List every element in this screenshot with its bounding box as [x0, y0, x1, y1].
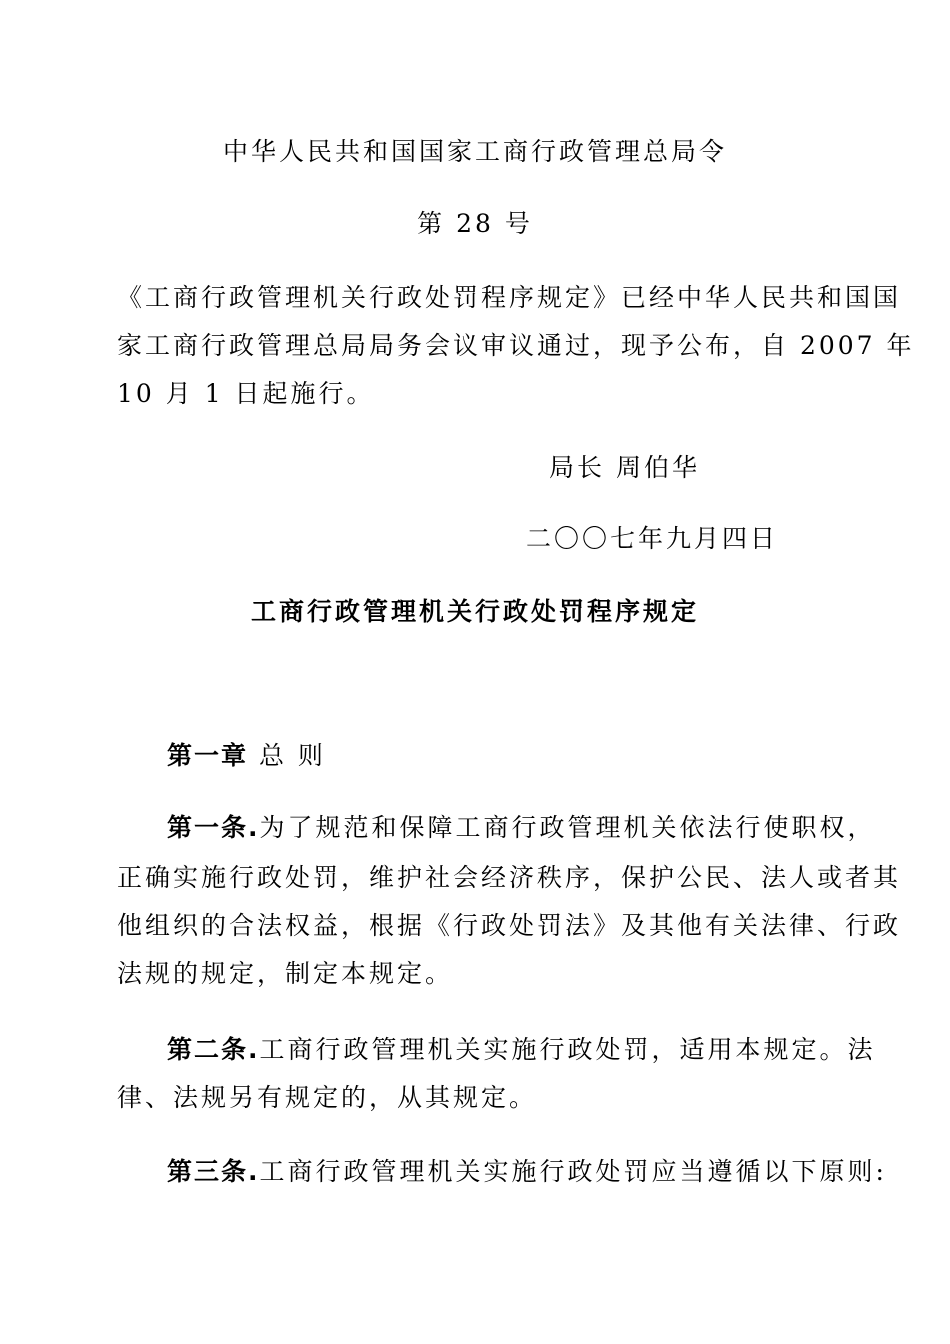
- article-3-first-line: [167, 1156, 887, 1188]
- decree-issuer: 中华人民共和国国家工商行政管理总局令: [222, 137, 727, 166]
- chapter-name: 总 则: [248, 741, 326, 770]
- article-2-first-line: [167, 1034, 876, 1066]
- article-2-line-1: 工商行政管理机关实施行政处罚，适用本规定。法: [259, 1035, 876, 1064]
- article-1-line-4: 法规的规定，制定本规定。: [117, 959, 454, 988]
- article-1-line-2: 正确实施行政处罚，维护社会经济秩序，保护公民、法人或者其: [117, 863, 902, 892]
- article-3-label: 第三条.: [167, 1157, 260, 1186]
- decree-body-line-3: 10 月 1 日起施行。: [117, 379, 375, 408]
- decree-body-line-1: 《工商行政管理机关行政处罚程序规定》已经中华人民共和国国: [117, 283, 902, 312]
- decree-body-line-2: 家工商行政管理总局局务会议审议通过，现予公布，自 2007 年: [117, 331, 915, 360]
- article-2-line-2: 律、法规另有规定的，从其规定。: [117, 1083, 538, 1112]
- decree-date: 二〇〇七年九月四日: [526, 524, 779, 553]
- regulation-title: 工商行政管理机关行政处罚程序规定: [250, 597, 699, 626]
- article-1-first-line: [167, 812, 876, 844]
- article-1-line-3: 他组织的合法权益，根据《行政处罚法》及其他有关法律、行政: [117, 911, 902, 940]
- decree-signatory: 局长 周伯华: [549, 453, 700, 482]
- article-3-line-1: 工商行政管理机关实施行政处罚应当遵循以下原则:: [259, 1157, 887, 1186]
- decree-number: 第 28 号: [417, 209, 533, 238]
- chapter-label: 第一章: [167, 741, 249, 770]
- article-1-line-1: 为了规范和保障工商行政管理机关依法行使职权，: [259, 813, 876, 842]
- article-2-label: 第二条.: [167, 1035, 260, 1064]
- article-1-label: 第一条.: [167, 813, 260, 842]
- chapter-heading: [167, 740, 326, 772]
